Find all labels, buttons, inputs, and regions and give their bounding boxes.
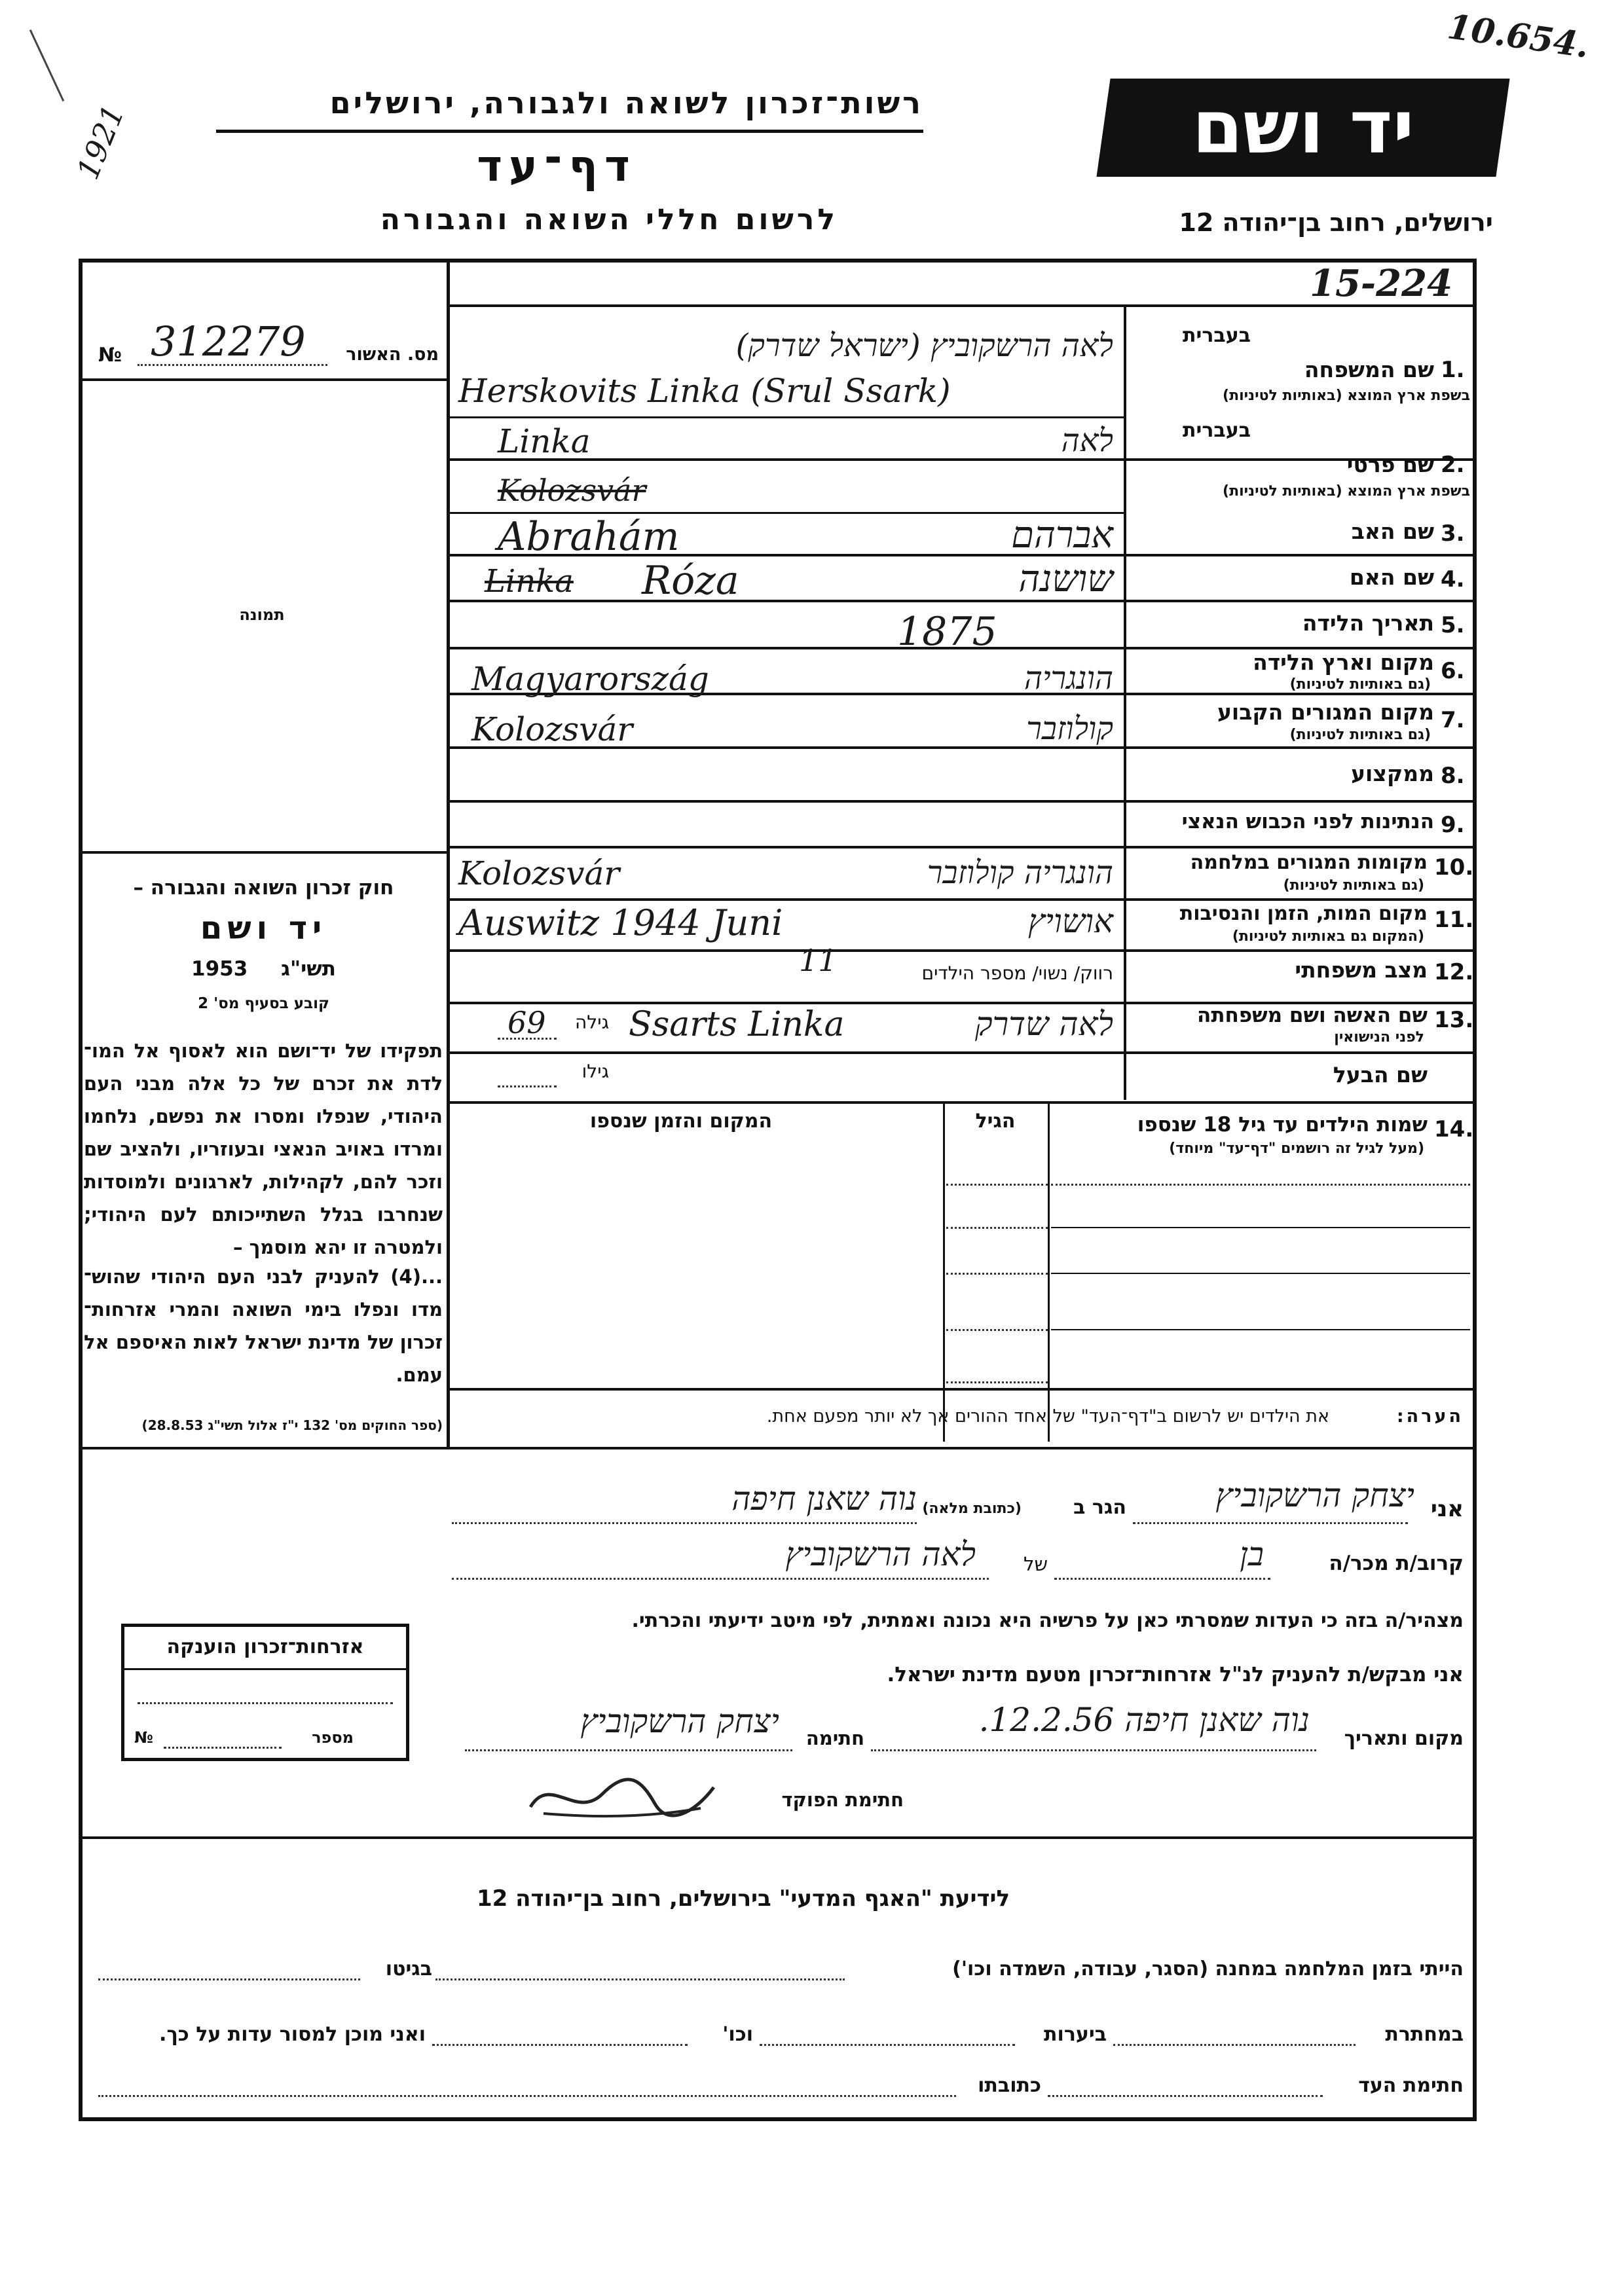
husband-age-line	[498, 1085, 557, 1087]
official-signature-label: חתימת הפוקד	[781, 1789, 904, 1811]
field-11-number: 11.	[1434, 907, 1474, 933]
row-line	[450, 1101, 1475, 1104]
note-label: הערה:	[1396, 1406, 1464, 1427]
field-3-handwritten-hebrew: אברהם	[1011, 514, 1113, 556]
bottom-line3-address: כתובתו	[978, 2074, 1041, 2097]
approval-dotted-line	[138, 364, 327, 366]
field-14-sub: (מעל לגיל זה רושמים "דף־עד" מיוחד)	[1169, 1140, 1424, 1157]
approval-number-sign: №	[98, 344, 122, 367]
field-7-label: מקום המגורים הקבוע	[1217, 699, 1434, 725]
place-date-line	[871, 1749, 1316, 1751]
field-7-number: 7.	[1441, 707, 1465, 733]
field-1-sub: בשפת ארץ המוצא (באותיות לטיניות)	[1223, 388, 1470, 404]
field-2-hebrew-tag: בעברית	[1183, 419, 1251, 442]
bottom-line1-tail	[98, 1978, 360, 1980]
field-14-number: 14.	[1434, 1116, 1474, 1142]
field-1-number: 1.	[1441, 357, 1465, 383]
bottom-line2-forests: ביערות	[1044, 2023, 1107, 2046]
law-citation: (ספר החוקים מס' 132 י"ז אלול תשי"ג 28.8.53)	[141, 1417, 443, 1433]
field-13-handwritten-latin: Ssarts Linka	[629, 1005, 845, 1044]
declaration-text: מצהיר/ה בזה כי העדות שמסרתי כאן על פרשיה היא נכונה ואמתית, לפי מיטב ידיעתי והכרתי.	[631, 1609, 1464, 1632]
field-10-number: 10.	[1434, 854, 1474, 881]
row-line	[450, 949, 1475, 952]
field-2-handwritten-hebrew: לאה	[1061, 422, 1113, 459]
field-5-number: 5.	[1441, 612, 1465, 638]
declarant-i-label: אני	[1430, 1496, 1464, 1522]
children-row-line	[946, 1329, 1048, 1331]
form-subtitle: לרשום חללי השואה והגבורה	[380, 203, 838, 236]
row-line	[450, 846, 1475, 848]
field-7-handwritten-hebrew: קולוזבר	[1026, 710, 1113, 747]
row-line	[450, 800, 1475, 803]
approval-label: מס. האשור	[346, 344, 439, 365]
law-paragraph-2: ...(4) להעניק לבני העם היהודי שהוש־ מדו ונפלו בימי השואה והמרי אזרחות־ זכרון של מדינת ישראל לאות האיספם אל עמם.	[84, 1266, 443, 1386]
field-13-number: 13.	[1434, 1007, 1474, 1033]
of-label: של	[1023, 1553, 1048, 1575]
signature-line	[465, 1749, 792, 1751]
citizenship-number-label: מספר	[312, 1728, 354, 1747]
field-2-sub: בשפת ארץ המוצא (באותיות לטיניות)	[1223, 483, 1470, 500]
field-13-age-label: גילה	[574, 1011, 609, 1033]
official-signature-scribble	[524, 1768, 720, 1827]
field-11-handwritten-hebrew: אושויץ	[1027, 902, 1113, 940]
law-paragraph-1: תפקידו של יד־ושם הוא לאסוף אל המו־ לדת את זכרם של כל אלה מבני העם היהודי, שנפלו ומסרו את נפשם, נלחמו ומרדו באויב הנאצי ובעוזריו, ולהציב שם וזכר להם, לקהילות, לארגונים ולמוסדות שנחרבו בגלל השתייכותם לעם היהודי; ולמטרה זו יהא מוסמך –	[84, 1040, 443, 1258]
corner-year: 1921	[69, 100, 132, 185]
photo-label: תמונה	[239, 606, 285, 624]
relative-label: קרוב/ת מכר/ה	[1329, 1552, 1464, 1575]
field-3-number: 3.	[1441, 520, 1465, 547]
field-11-sub: (המקום גם באותיות לטיניות)	[1232, 928, 1424, 945]
field-4-label: שם האם	[1349, 564, 1434, 590]
sidebar-divider	[447, 261, 450, 1449]
children-col-line	[943, 1101, 945, 1442]
logo-text: יד ושם	[1192, 85, 1414, 170]
of-value: לאה הרשקוביץ	[785, 1535, 976, 1573]
of-line	[452, 1578, 989, 1580]
relation-line	[1054, 1578, 1270, 1580]
law-name: יד ושם	[200, 910, 327, 947]
place-date-value: נוה שאנן חיפה 12.2.56.	[978, 1701, 1310, 1739]
citizenship-number-line	[164, 1747, 282, 1749]
field-6-sub: (גם באותיות לטיניות)	[1289, 676, 1431, 693]
children-row-line	[1051, 1329, 1470, 1330]
field-13-sub: לפני הנישואין	[1334, 1029, 1424, 1046]
children-row-line	[946, 1381, 1048, 1383]
bottom-line2-dots-b	[760, 2044, 1015, 2046]
field-13-handwritten-hebrew: לאה שדרק	[974, 1005, 1113, 1043]
note-top-line	[83, 1447, 1475, 1449]
law-year	[85, 957, 442, 981]
field-11-handwritten-latin: Auswitz 1944 Juni	[458, 902, 783, 943]
law-title: חוק זכרון השואה והגבורה –	[133, 876, 394, 900]
field-6-number: 6.	[1441, 658, 1465, 684]
bottom-line2-willing: ואני מוכן למסור עדות על כך.	[159, 2023, 426, 2046]
declarant-full-address-label: (כתובת מלאה)	[922, 1501, 1022, 1517]
bottom-title: לידיעת "האגף המדעי" בירושלים, רחוב בן־יהודה 12	[476, 1886, 1010, 1912]
field-7-sub: (גם באותיות לטיניות)	[1289, 727, 1431, 743]
husband-label: שם הבעל	[1333, 1062, 1428, 1087]
yad-vashem-logo	[1096, 79, 1509, 177]
field-11-label: מקום המות, הזמן והנסיבות	[1179, 902, 1428, 925]
request-text: אני מבקש/ת להעניק לנ"ל אזרחות־זכרון מטעם מדינת ישראל.	[887, 1663, 1464, 1686]
field-10-handwritten-latin: Kolozsvár	[458, 854, 620, 892]
declarant-address-line	[452, 1522, 917, 1524]
declarant-residing-label: הגר ב	[1073, 1496, 1126, 1519]
bottom-line3-dots-a	[1048, 2095, 1323, 2097]
field-4-handwritten-hebrew: שושנה	[1018, 558, 1113, 600]
field-14-age-column: הגיל	[975, 1110, 1016, 1133]
field-13-label: שם האשה ושם משפחתה	[1197, 1004, 1428, 1027]
field-8-number: 8.	[1441, 763, 1465, 789]
field-3-crossed: Kolozsvár	[498, 473, 646, 508]
labels-divider	[1124, 304, 1126, 1100]
children-row-line	[1051, 1184, 1470, 1186]
field-12-printed-options: רווק/ נשוי/ מספר הילדים	[921, 962, 1113, 984]
field-2-number: 2.	[1441, 452, 1465, 478]
bottom-line3-witness-signature: חתימת העד	[1358, 2074, 1464, 2097]
children-row-line	[1051, 1273, 1470, 1274]
photo-bottom-line	[83, 851, 447, 854]
field-2-label: שם פרטי	[1346, 452, 1434, 477]
authority-title: רשות־זכרון לשואה ולגבורה, ירושלים	[329, 85, 923, 120]
field-1-hebrew-tag: בעברית	[1183, 324, 1251, 347]
table-bottom-line	[450, 1388, 1475, 1391]
bottom-line1-start: הייתי בזמן המלחמה במחנה (הסגר, עבודה, השמדה וכו')	[952, 1958, 1464, 1980]
bottom-line2-etc: וכו'	[722, 2023, 753, 2046]
bottom-line1-dots	[435, 1978, 845, 1980]
children-row-line	[946, 1227, 1048, 1229]
bottom-line1-end: בגיטו	[385, 1958, 432, 1980]
corner-file-number: 10.654.	[1445, 7, 1592, 66]
bottom-line3-dots-b	[98, 2095, 956, 2097]
children-row-line	[1051, 1227, 1470, 1228]
bottom-line2-underground: במחתרת	[1385, 2023, 1464, 2046]
field-4-crossed: Linka	[485, 563, 574, 600]
children-row-line	[946, 1184, 1048, 1186]
field-6-label: מקום וארץ הלידה	[1253, 649, 1434, 675]
field-4-number: 4.	[1441, 566, 1465, 592]
header-address: ירושלים, רחוב בן־יהודה 12	[1179, 208, 1493, 237]
bottom-section-line	[83, 1836, 1475, 1839]
field-1-handwritten-hebrew: לאה הרשקוביץ (ישראל שדרק)	[735, 327, 1113, 364]
citizenship-line	[138, 1702, 393, 1704]
top-number: 15-224	[1310, 262, 1453, 305]
note-text: את הילדים יש לרשום ב"דף־העד" של אחד ההורים אך לא יותר מפעם אחת.	[766, 1406, 1329, 1427]
field-10-label: מקומות המגורים במלחמה	[1190, 851, 1428, 874]
field-14-label: שמות הילדים עד גיל 18 שנספו	[1137, 1113, 1428, 1137]
field-12-number: 12.	[1434, 959, 1474, 985]
field-1-label: שם המשפחה	[1304, 357, 1434, 382]
relation-value: בן	[1240, 1535, 1264, 1573]
row-line	[450, 898, 1475, 901]
citizenship-divider	[124, 1668, 406, 1670]
citizenship-number-sign: №	[134, 1728, 153, 1747]
field-12-label: מצב משפחתי	[1295, 957, 1428, 983]
children-row-line	[946, 1273, 1048, 1275]
field-5-handwritten: 1875	[897, 609, 997, 655]
signature-value: יצחק הרשקוביץ	[580, 1702, 779, 1740]
field-13-age: 69	[507, 1005, 546, 1040]
field-7-handwritten-latin: Kolozsvár	[471, 710, 633, 748]
corner-mark	[29, 29, 64, 101]
field-6-handwritten-hebrew: הונגריה	[1024, 660, 1113, 697]
law-year-hebrew: תשי"ג	[281, 957, 336, 981]
law-year-number: 1953	[191, 957, 248, 981]
field-8-label: ממקצוע	[1351, 761, 1434, 786]
field-9-label: הנתינות לפני הכבוש הנאצי	[1181, 810, 1434, 833]
bottom-line2-dots-a	[1113, 2044, 1356, 2046]
children-col-line	[1048, 1101, 1050, 1442]
field-3-label: שם האב	[1351, 519, 1434, 544]
field-12-handwritten: 11	[799, 943, 838, 978]
field-14-place-column: המקום והזמן שנספו	[589, 1110, 773, 1133]
field-5-label: תאריך הלידה	[1302, 610, 1434, 636]
declarant-address: נוה שאנן חיפה	[731, 1480, 917, 1518]
citizenship-title: אזרחות־זכרון הוענקה	[166, 1635, 364, 1658]
law-clause: קובע בסעיף מס' 2	[198, 995, 329, 1012]
declarant-name: יצחק הרשקוביץ	[1215, 1476, 1414, 1514]
field-1-handwritten-latin: Herskovits Linka (Srul Ssark)	[458, 372, 951, 410]
signature-label: חתימה	[805, 1727, 864, 1749]
husband-age-label: גילו	[581, 1061, 609, 1082]
row-line	[450, 1051, 1475, 1054]
field-10-sub: (גם באותיות לטיניות)	[1283, 877, 1424, 894]
authority-underline	[216, 130, 923, 133]
field-10-handwritten-hebrew: הונגריה קולוזבר	[927, 854, 1113, 891]
declarant-name-line	[1133, 1522, 1408, 1524]
row-line	[450, 416, 1124, 418]
bottom-line2-dots-c	[432, 2044, 688, 2046]
field-4-handwritten-latin: Róza	[642, 558, 739, 604]
approval-number: 312279	[151, 318, 306, 365]
field-2-handwritten-latin: Linka	[498, 422, 591, 460]
field-6-handwritten-latin: Magyarország	[471, 660, 709, 698]
place-date-label: מקום ותאריך	[1344, 1727, 1464, 1750]
approval-row-line	[83, 378, 447, 381]
form-title: דף־עד	[477, 141, 637, 191]
field-13-age-line	[498, 1038, 557, 1040]
field-9-number: 9.	[1441, 812, 1465, 838]
field-3-handwritten-latin: Abrahám	[498, 514, 680, 560]
